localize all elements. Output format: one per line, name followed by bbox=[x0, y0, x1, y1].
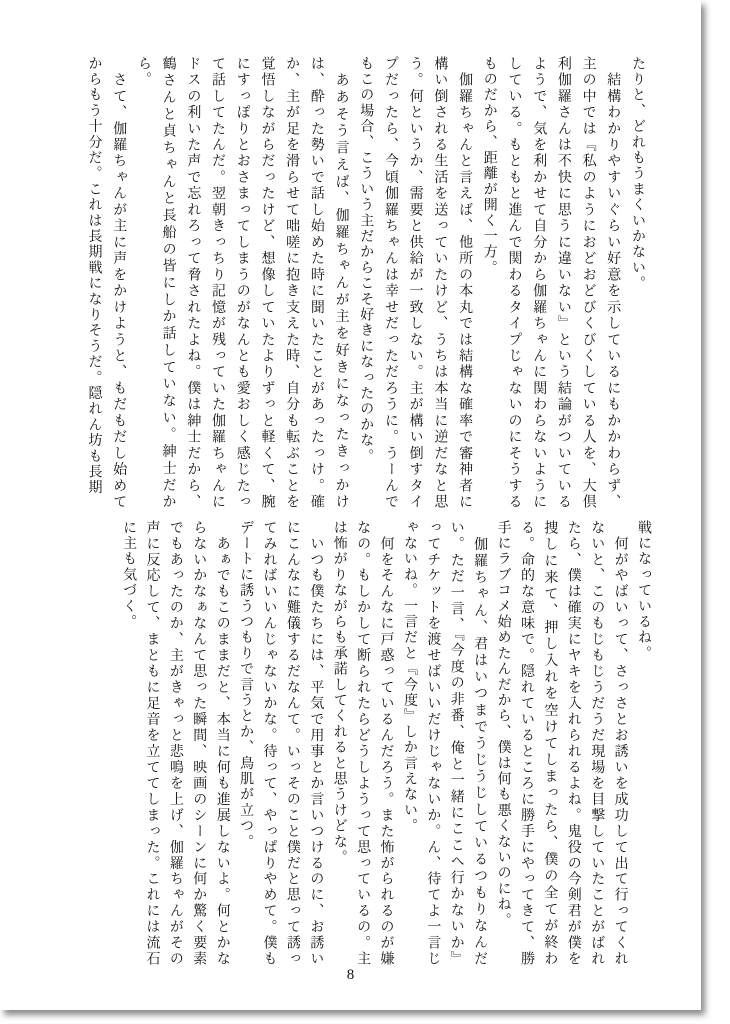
paragraph: ああそう言えば、伽羅ちゃんが主を好きになったきっかけは、酔った勢いで話し始めた時に聞いたことがあったっけ。確か、主が足を滑らせて咄嗟に抱き支えた時、自分も転ぶことを覚悟しながらだったけど、想像していたよりずっと軽くて、腕にすっぽりとおさまってしまうのがなんとも愛おしく感じたって話してたんだ。翌朝きっちり記憶が残っていた伽羅ちゃんにドスの利いた声で忘れろって脅されたよね。僕は紳士だから、鶴さんと貞ちゃんと長船の皆にしか話していない。紳士だから。 bbox=[135, 56, 349, 510]
text-block-top bbox=[81, 56, 649, 510]
text-block-bottom bbox=[117, 520, 655, 967]
paragraph: たりと、どれもうまくいかない。 bbox=[630, 56, 645, 292]
paragraph: 結構わかりやすいぐらい好意を示しているにもかかわらず、主の中では『私のようにおどおどびくびくしている人を、大倶利伽羅さんは不快に思うに違いない』という結論がついているようで、気を利かせて自分から伽羅ちゃんに関わらないようにしている。もともと進んで関わるタイプじゃないのにそうするものだから、距離が開く一方。 bbox=[481, 56, 621, 510]
paragraph: さて、伽羅ちゃんが主に声をかけようと、もだもだし始めてからもう十分だ。これは長期戦になりそうだ。隠れん坊も長期 bbox=[86, 56, 127, 510]
paragraph: あぁでもこのままだと、本当に何も進展しないよ。何とかならないかなぁなんて思った瞬間、映画のシーンに何か驚く要素でもあったのか、主がきゃっと悲鳴を上げ、伽羅ちゃんがその声に反応して、まともに足音を立ててしまった。これには流石に主も気づく。 bbox=[121, 520, 230, 967]
paragraph: 戦になっているね。 bbox=[636, 520, 651, 662]
paragraph: いつも僕たちには、平気で用事とか言いつけるのに、お誘いにこんなに難儀するだなんて。いっそのこと僕だと思って誘ってみればいいんじゃないかな。待って、やっぱりやめて。僕もデートに誘うつもりで言うとか、鳥肌が立つ。 bbox=[238, 520, 324, 967]
paragraph: 何がやばいって、さっさとお誘いを成功して出て行ってくれないと、このもじもじうだうだ現場を目撃していたことがばれたら、僕は確実にヤキを入れられるよね。鬼役の今剣君が僕を捜しに来て、押し入れを空けてしまったら、僕の全てが終わる。命的な意味で。隠れているところに勝手にやってきて、勝手にラブコメ始めたんだから、僕は何も悪くないのにね。 bbox=[495, 520, 628, 967]
paragraph: 伽羅ちゃんと言えば、他所の本丸では結構な確率で審神者に構い倒される生活を送っていたけど、うちは本当に逆だなと思う。何というか、需要と供給が一致しない。主が構い倒すタイプだったら、今頃伽羅ちゃんは幸せだっただろうに。うーんでもこの場合、こういう主だからこそ好きになったのかな。 bbox=[358, 56, 473, 510]
paragraph: 何をそんなに戸惑っているんだろう。また怖がられるのが嫌なの。もしかして断られたらどうしようって思っているの。主は怖がりながらも承諾してくれると思うけどな。 bbox=[331, 520, 394, 967]
page-number: 8 bbox=[346, 967, 355, 983]
paragraph: 伽羅ちゃん、君はいつまでうじうじしているつもりなんだい。ただ一言、『今度の非番、俺と一緒にここへ行かないか』ってチケットを渡せばいいだけじゃないか。ん、待てよ一言じゃないね。一言だと『今度』しか言えない。 bbox=[401, 520, 488, 967]
